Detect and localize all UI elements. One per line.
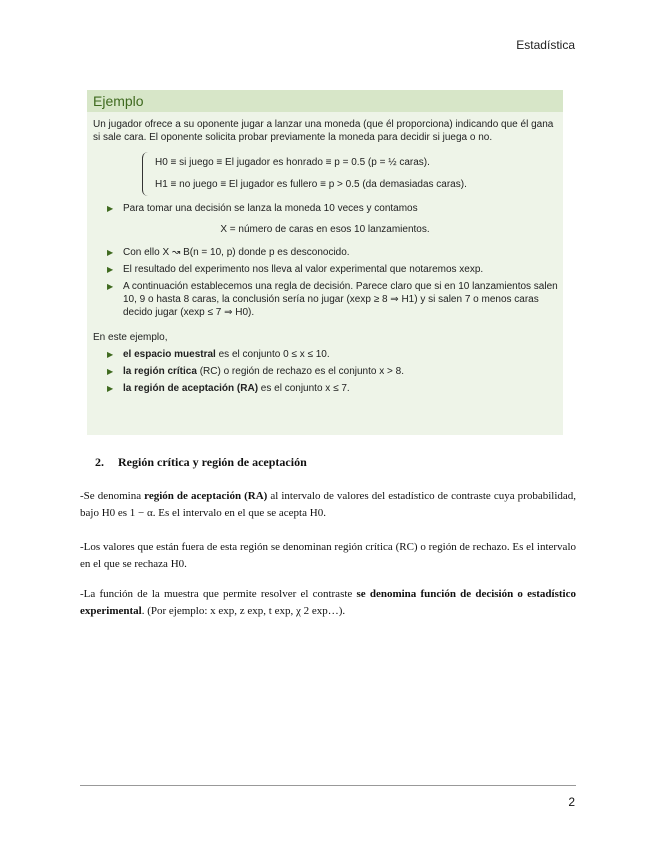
conclusion-acceptance-region: ▶ la región de aceptación (RA) es el conjunto x ≤ 7. bbox=[107, 382, 563, 395]
null-hypothesis: H0 ≡ si juego ≡ El jugador es honrado ≡ p = 0.5 (p = ½ caras). bbox=[155, 157, 430, 168]
paragraph-decision-function: -La función de la muestra que permite resolver el contraste se denomina función de decisión o estadístico experimental. (Por ejemplo: x exp, z exp, t exp, χ 2 exp…). bbox=[80, 588, 576, 617]
hypotheses-brace bbox=[142, 152, 563, 196]
section-title: Región crítica y región de aceptación bbox=[118, 455, 307, 469]
paragraph-acceptance-region: -Se denomina región de aceptación (RA) al intervalo de valores del estadístico de contraste cuya probabilidad, bajo H0 es 1 − α. Es el intervalo en el que se acepta H0. bbox=[80, 490, 577, 519]
conclusion-sample-space: ▶ el espacio muestral es el conjunto 0 ≤ x ≤ 10. bbox=[107, 348, 563, 361]
page-number: 2 bbox=[568, 795, 575, 809]
example-box bbox=[87, 90, 563, 435]
alternative-hypothesis: H1 ≡ no juego ≡ El jugador es fullero ≡ p > 0.5 (da demasiadas caras). bbox=[155, 179, 467, 190]
page-header-title: Estadística bbox=[516, 38, 575, 52]
bullet-rule: ▶ A continuación establecemos una regla de decisión. Parece claro que si en 10 lanzamientos salen 10, 9 o hasta 8 caras, la conclusión sería no jugar (xexp ≥ 8 ⇒ H1) y si salen 7 o menos caras decido jugar (xexp ≤ 7 ⇒ H0). bbox=[107, 280, 563, 319]
random-variable-formula: X = número de caras en esos 10 lanzamientos. bbox=[220, 224, 430, 235]
bullet-binomial: ▶ Con ello X ↝ B(n = 10, p) donde p es desconocido. bbox=[107, 246, 563, 259]
example-bullets-1 bbox=[87, 202, 563, 215]
conclusion-intro: En este ejemplo, bbox=[93, 332, 168, 343]
section-number: 2. bbox=[95, 455, 104, 469]
conclusion-bullets bbox=[87, 348, 563, 395]
bullet-decision: ▶ Para tomar una decisión se lanza la moneda 10 veces y contamos bbox=[107, 202, 563, 215]
example-bullets-2 bbox=[87, 246, 563, 319]
paragraph-critical-region: -Los valores que están fuera de esta región se denominan región crítica (RC) o región de rechazo. Es el intervalo en el que se rechaza H0. bbox=[80, 541, 576, 570]
bullet-result: ▶ El resultado del experimento nos lleva al valor experimental que notaremos xexp. bbox=[107, 263, 563, 276]
example-title: Ejemplo bbox=[87, 90, 563, 112]
example-intro: Un jugador ofrece a su oponente jugar a lanzar una moneda (que él proporciona) indicando que él gana si sale cara. El oponente solicita probar previamente la moneda para decidir si juega o no. bbox=[93, 119, 554, 143]
section-heading bbox=[95, 455, 307, 470]
footer-divider bbox=[80, 785, 576, 786]
conclusion-critical-region: ▶ la región crítica (RC) o región de rechazo es el conjunto x > 8. bbox=[107, 365, 563, 378]
